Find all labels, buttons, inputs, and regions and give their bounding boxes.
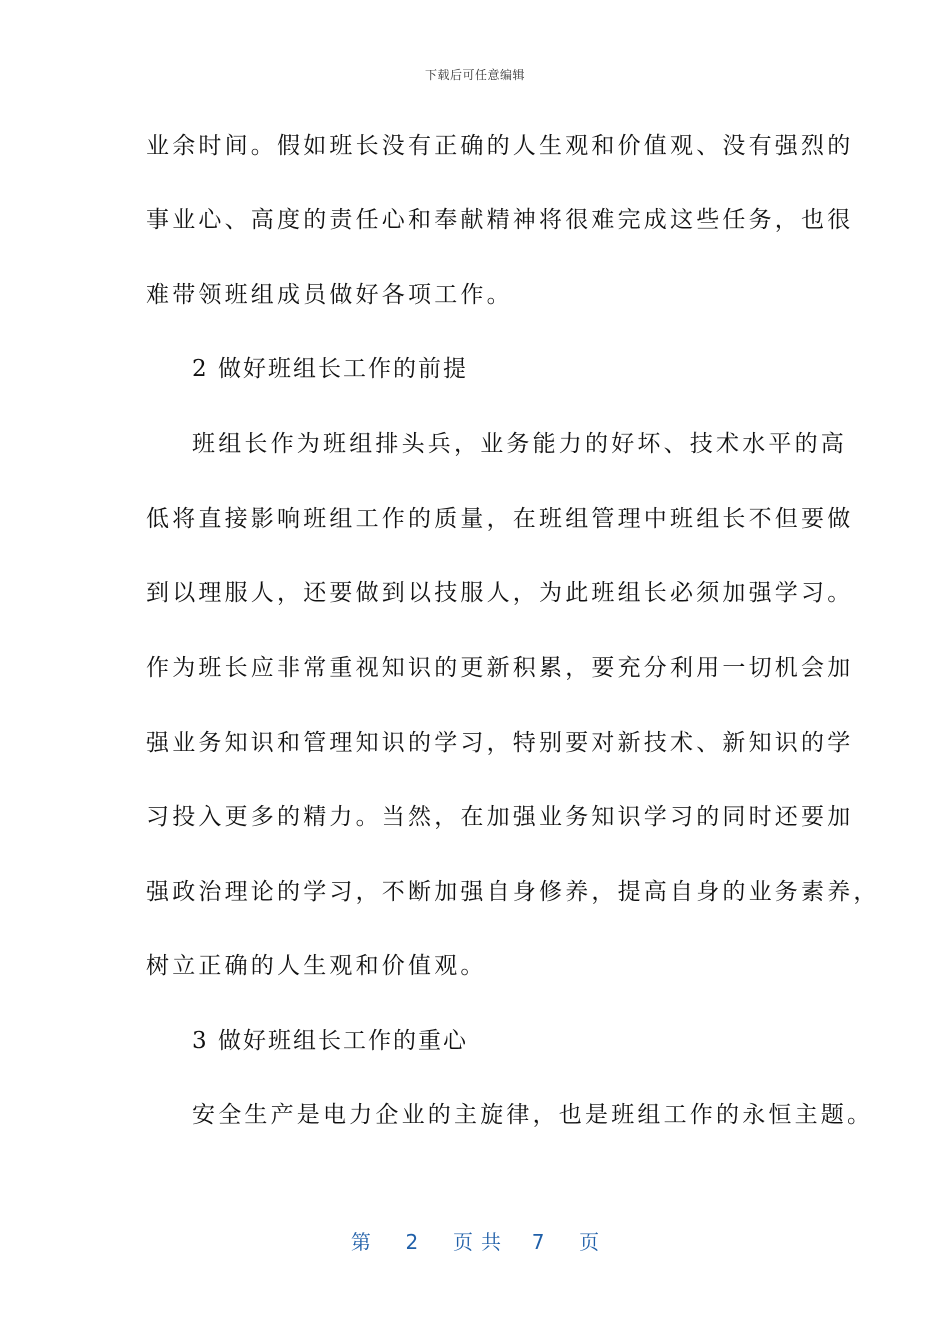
text-line: 班组长作为班组排头兵，业务能力的好坏、技术水平的高	[192, 431, 847, 457]
total-pages-number: 7	[531, 1230, 545, 1254]
text-line: 作为班长应非常重视知识的更新积累，要充分利用一切机会加	[146, 655, 854, 681]
page-label-suffix: 页	[579, 1230, 600, 1254]
text-line: 到以理服人，还要做到以技服人，为此班组长必须加强学习。	[146, 580, 854, 606]
page-label-prefix: 第	[350, 1230, 371, 1254]
page-header: 下载后可任意编辑	[424, 68, 525, 82]
page-label-mid: 页共	[453, 1230, 509, 1254]
text-line: 低将直接影响班组工作的质量，在班组管理中班组长不但要做	[146, 506, 854, 532]
text-line: 树立正确的人生观和价值观。	[146, 953, 487, 979]
section-heading: 3 做好班组长工作的重心	[192, 1028, 468, 1054]
section-heading: 2 做好班组长工作的前提	[192, 356, 468, 382]
current-page-number: 2	[405, 1230, 419, 1254]
text-line: 强业务知识和管理知识的学习，特别要对新技术、新知识的学	[146, 730, 854, 756]
text-line: 强政治理论的学习，不断加强自身修养，提高自身的业务素养，	[146, 879, 880, 905]
text-line: 事业心、高度的责任心和奉献精神将很难完成这些任务，也很	[146, 207, 854, 233]
text-line: 业余时间。假如班长没有正确的人生观和价值观、没有强烈的	[146, 133, 854, 159]
page-footer	[0, 1226, 950, 1255]
text-line: 安全生产是电力企业的主旋律，也是班组工作的永恒主题。	[192, 1102, 874, 1128]
text-line: 习投入更多的精力。当然，在加强业务知识学习的同时还要加	[146, 804, 854, 830]
text-line: 难带领班组成员做好各项工作。	[146, 282, 513, 308]
